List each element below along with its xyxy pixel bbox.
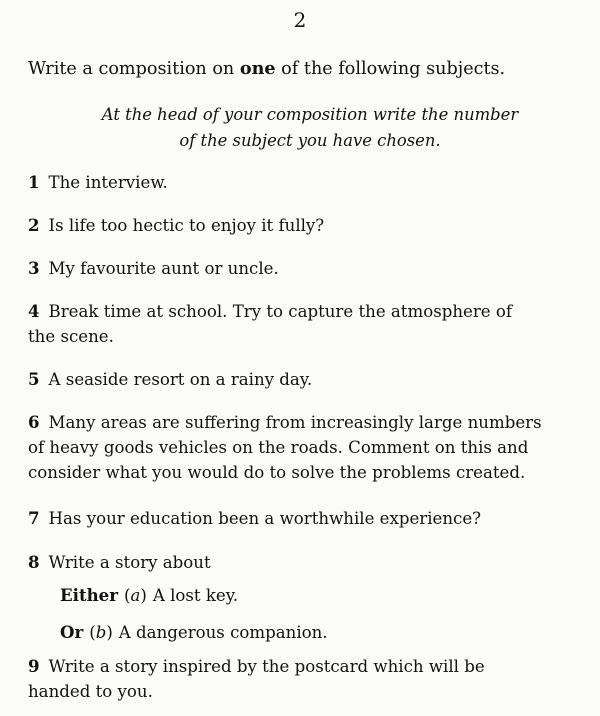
subject-text: A seaside resort on a rainy day. (48, 370, 313, 389)
option-keyword: Or (60, 622, 84, 642)
subject-number: 7 (28, 508, 40, 528)
subject-1 (28, 170, 168, 195)
option-text: A dangerous companion. (118, 623, 328, 642)
subject-text-line-1: Many areas are suffering from increasingly large numbers (48, 413, 542, 432)
subject-text-line-3: consider what you would do to solve the problems created. (28, 463, 526, 482)
subject-8 (28, 550, 584, 657)
subject-text-line-1: Write a story inspired by the postcard which will be (48, 657, 485, 676)
option-keyword: Either (60, 585, 118, 605)
subject-number: 6 (28, 412, 40, 432)
option-b: Or (b) A dangerous companion. (60, 622, 328, 642)
intro-before: Write a composition on (28, 59, 240, 79)
subject-number: 3 (28, 258, 40, 278)
subject-3 (28, 256, 279, 281)
option-a: Either (a) A lost key. (60, 585, 239, 605)
subject-text-line-1: Break time at school. Try to capture the atmosphere of (48, 302, 513, 321)
subject-text: The interview. (48, 173, 168, 192)
instruction-note (60, 102, 560, 154)
subject-number: 5 (28, 369, 40, 389)
subject-number: 9 (28, 656, 40, 676)
subject-4 (28, 299, 584, 349)
option-text: A lost key. (152, 586, 239, 605)
intro-after: of the following subjects. (275, 59, 506, 79)
page-number: 2 (293, 8, 307, 32)
intro-text (28, 58, 588, 79)
subject-9 (28, 654, 584, 704)
subject-7 (28, 506, 481, 531)
subject-text-line-2: of heavy goods vehicles on the roads. Comment on this and (28, 438, 529, 457)
subject-text: Is life too hectic to enjoy it fully? (48, 216, 325, 235)
subject-text-line-2: handed to you. (28, 682, 153, 701)
instruction-line-1: At the head of your composition write the number (101, 105, 519, 124)
intro-emphasis: one (239, 58, 276, 79)
subject-2 (28, 213, 324, 238)
subject-number: 4 (28, 301, 40, 321)
subject-text: My favourite aunt or uncle. (48, 259, 279, 278)
subject-6 (28, 410, 584, 485)
subject-number: 2 (28, 215, 40, 235)
subject-text: Has your education been a worthwhile experience? (48, 509, 482, 528)
subject-5 (28, 367, 312, 392)
option-letter: b (95, 623, 107, 642)
subject-number: 1 (28, 172, 40, 192)
subject-8-options (28, 583, 584, 645)
option-letter: a (130, 586, 141, 605)
instruction-line-2: of the subject you have chosen. (179, 131, 441, 150)
subject-text: Write a story about (48, 553, 211, 572)
subject-text-line-2: the scene. (28, 327, 114, 346)
subject-number: 8 (28, 552, 40, 572)
